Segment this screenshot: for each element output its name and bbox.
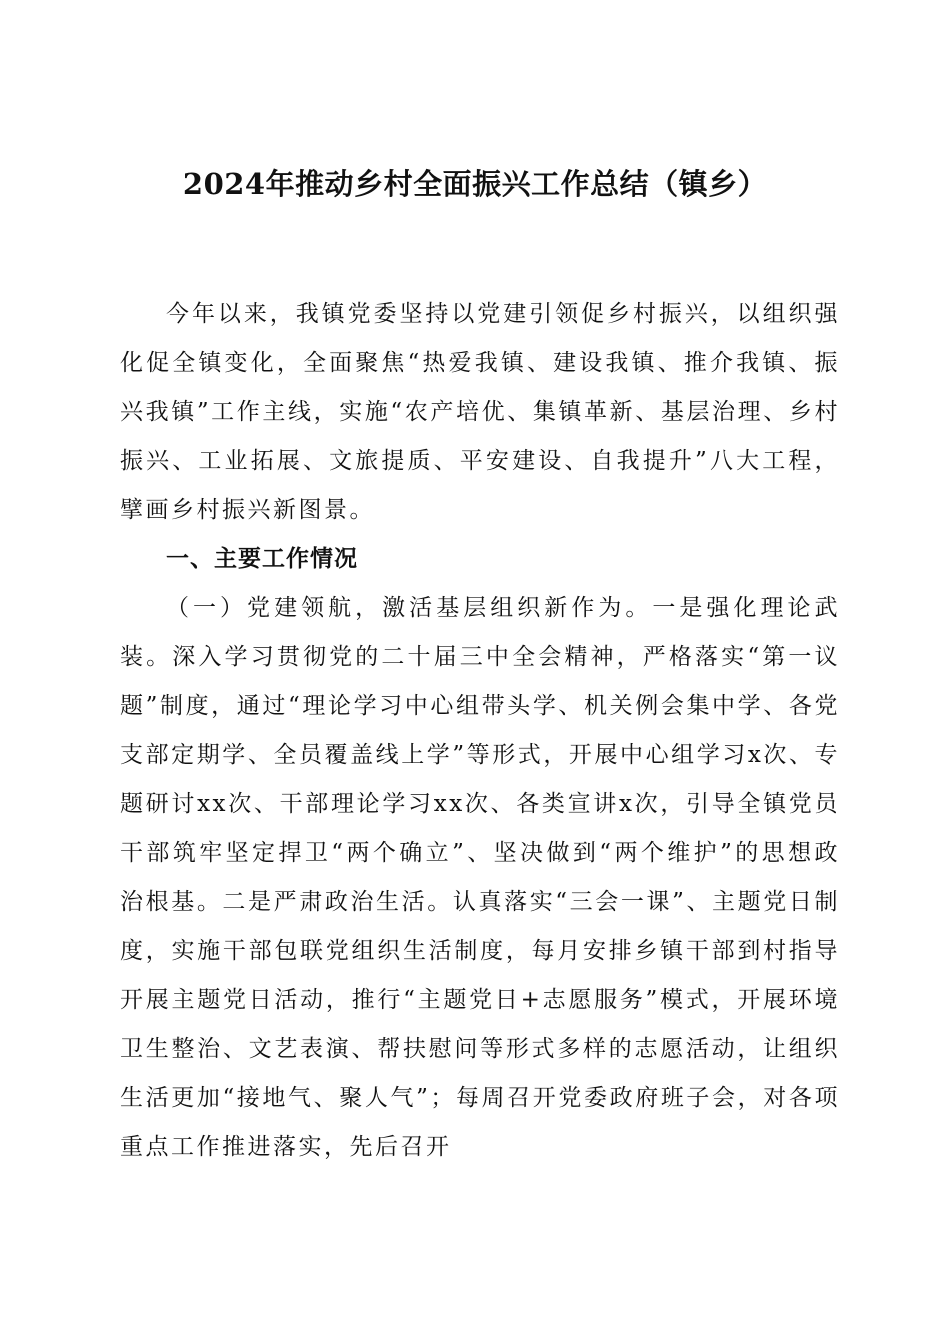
document-title: 2024年推动乡村全面振兴工作总结（镇乡） [182, 167, 768, 201]
document-body [120, 290, 840, 1172]
section-paragraph: （一）党建领航，激活基层组织新作为。一是强化理论武装。深入学习贯彻党的二十届三中全会精神，严格落实“第一议题”制度，通过“理论学习中心组带头学、机关例会集中学、各党支部定期学、全员覆盖线上学”等形式，开展中心组学习x次、专题研讨xx次、干部理论学习xx次、各类宣讲x次，引导全镇党员干部筑牢坚定捍卫“两个确立”、坚决做到“两个维护”的思想政治根基。二是严肃政治生活。认真落实“三会一课”、主题党日制度，实施干部包联党组织生活制度，每月安排乡镇干部到村指导开展主题党日活动，推行“主题党日+志愿服务”模式，开展环境卫生整治、文艺表演、帮扶慰问等形式多样的志愿活动，让组织生活更加“接地气、聚人气”；每周召开党委政府班子会，对各项重点工作推进落实，先后召开 [120, 595, 840, 1160]
intro-paragraph: 今年以来，我镇党委坚持以党建引领促乡村振兴，以组织强化促全镇变化，全面聚焦“热爱我镇、建设我镇、推介我镇、振兴我镇”工作主线，实施“农产培优、集镇革新、基层治理、乡村振兴、工业拓展、文旅提质、平安建设、自我提升”八大工程，擘画乡村振兴新图景。 [120, 301, 840, 523]
section-heading: 一、主要工作情况 [166, 546, 358, 572]
